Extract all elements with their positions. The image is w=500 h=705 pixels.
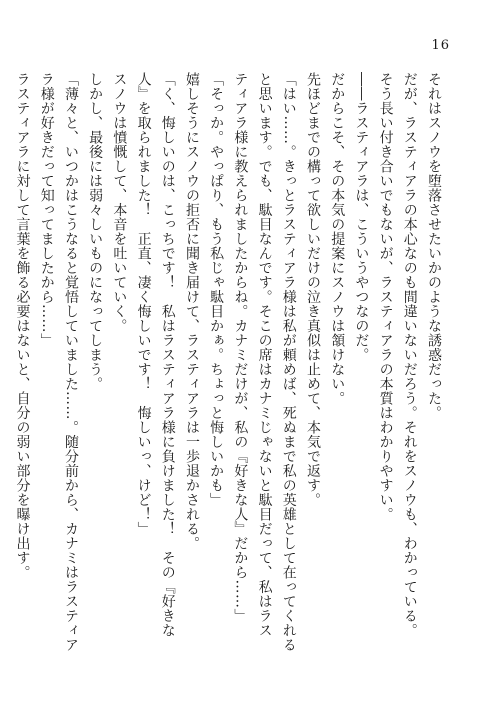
text-line: だからこそ、その本気の提案にスノウは頷けない。 [329,72,346,406]
text-line: と思います。でも、駄目なんです。そこの席はカナミじゃないと駄目だって、私はラス [256,72,273,638]
text-line: ――ラスティアラは、こういうやつなのだ。 [353,72,370,362]
text-line: だが、ラスティアラの本心なのも間違いないだろう。それをスノウも、わかっている。 [401,72,418,638]
text-line: それはスノウを堕落させたいかのような誘惑だった。 [426,72,442,420]
text-line: 「そっか。やっぱり、もう私じゃ駄目かぁ。ちょっと悔しいかも」 [208,72,225,507]
text-line: ティアラ様に教えられましたからね。カナミだけが、私の『好きな人』だから……」 [232,72,249,623]
text-line: しかし、最後には弱々しいものになってしまう。 [87,72,104,391]
body-text [14,72,446,662]
text-line: 人』を取られました！ 正直、凄く悔しいです！ 悔しいっ、けど！」 [135,72,152,536]
text-line: スノウは憤慨して、本音を吐いていく。 [111,72,128,333]
text-line: 「はい……。きっとラスティアラ様は私が頼めば、死ぬまで私の英雄として在ってくれる [280,72,297,652]
text-line: ラ様が好きだって知ってましたから……」 [38,72,55,348]
text-line: 先ほどまでの構って欲しいだけの泣き真似は止めて、本気で返す。 [304,72,321,507]
text-line: 嬉しそうにスノウの拒否に聞き届けて、ラスティアラは一歩退かされる。 [183,72,200,551]
text-line: 「薄々と、いつかはこうなると覚悟していました……。随分前から、カナミはラスティア [62,72,79,652]
text-line: そう長い付き合いでもないが、ラスティアラの本質はわかりやすい。 [377,72,394,522]
text-line: 「く、悔しいのは、こっちです！ 私はラスティアラ様に負けました！ その『好きな [159,72,176,638]
text-line: ラスティアラに対して言葉を飾る必要はないと、自分の弱い部分を曝け出す。 [14,72,31,580]
page-number: 16 [431,38,450,53]
